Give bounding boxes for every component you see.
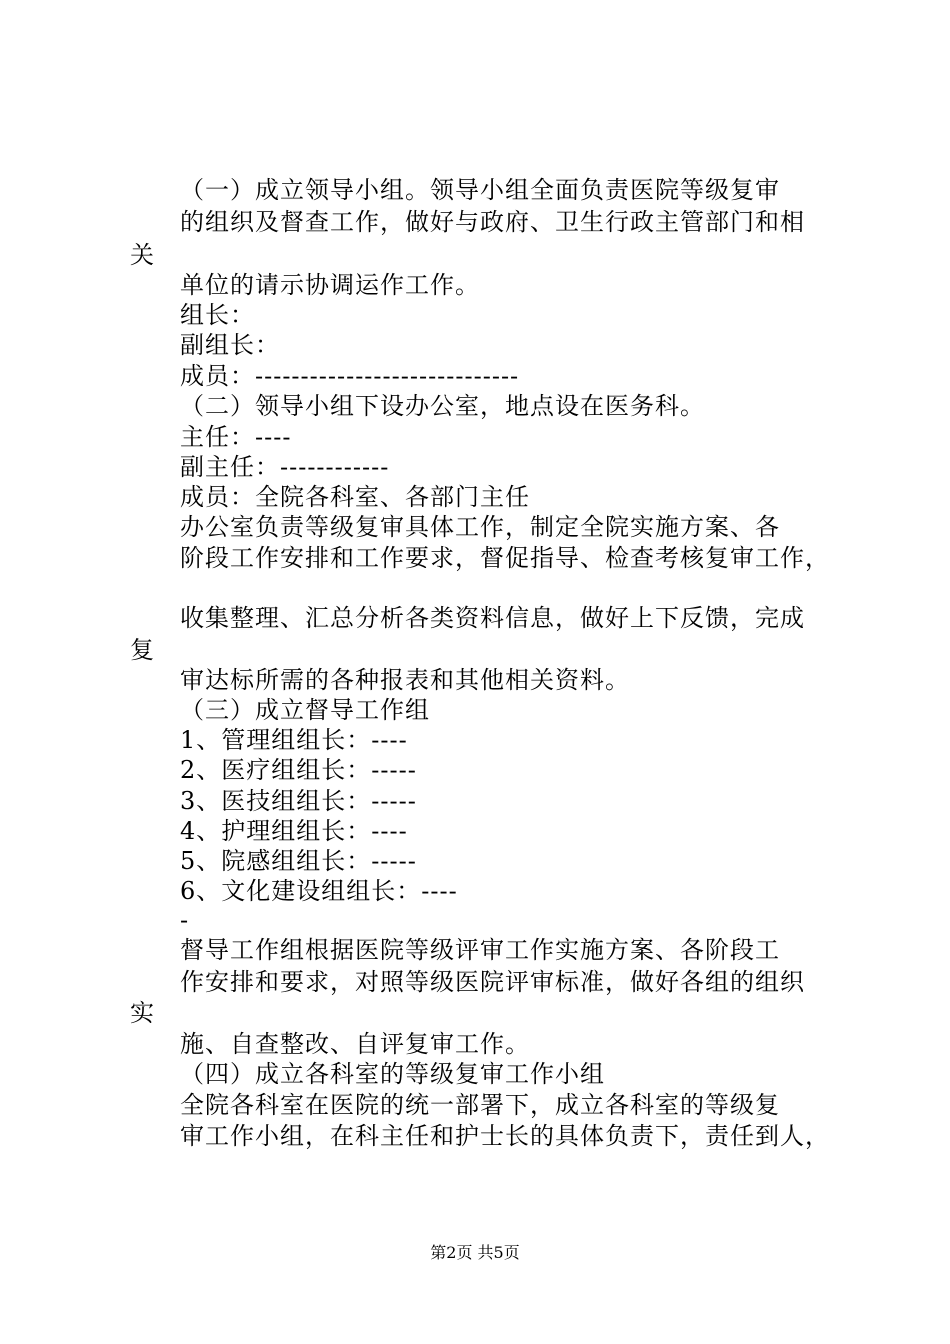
text-line: 作安排和要求，对照等级医院评审标准，做好各组的组织 [180,968,805,996]
text-line: 成员：全院各科室、各部门主任 [180,483,530,511]
text-line: 2、医疗组组长：----- [180,756,417,784]
text-line: （四）成立各科室的等级复审工作小组 [180,1060,605,1088]
text-line: 实 [130,999,155,1027]
text-line: 5、院感组组长：----- [180,847,417,875]
text-line: （一）成立领导小组。领导小组全面负责医院等级复审 [180,176,780,204]
text-line: 办公室负责等级复审具体工作，制定全院实施方案、各 [180,513,780,541]
text-line: 单位的请示协调运作工作。 [180,271,480,299]
page-number-footer: 第2页 共5页 [430,1243,520,1262]
text-line: 阶段工作安排和工作要求，督促指导、检查考核复审工作， [180,544,830,572]
text-line: （三）成立督导工作组 [180,696,430,724]
text-line: 组长： [180,301,255,329]
text-line: 副主任：------------ [180,453,390,481]
text-line: 的组织及督查工作，做好与政府、卫生行政主管部门和相 [180,208,805,236]
text-line: 复 [130,636,155,664]
text-line: 审达标所需的各种报表和其他相关资料。 [180,666,630,694]
text-line: 副组长： [180,331,280,359]
text-line: 施、自查整改、自评复审工作。 [180,1030,530,1058]
text-line: 督导工作组根据医院等级评审工作实施方案、各阶段工 [180,936,780,964]
text-line: 6、文化建设组组长：---- [180,877,458,905]
text-line: （二）领导小组下设办公室，地点设在医务科。 [180,392,705,420]
text-line: 关 [130,241,155,269]
text-line: 成员：----------------------------- [180,362,520,390]
text-line: 3、医技组组长：----- [180,787,417,815]
text-line: 全院各科室在医院的统一部署下，成立各科室的等级复 [180,1091,780,1119]
text-line: 主任：---- [180,423,292,451]
text-line: 4、护理组组长：---- [180,817,408,845]
text-line: 1、管理组组长：---- [180,726,408,754]
text-line: - [180,906,190,934]
text-line: 收集整理、汇总分析各类资料信息，做好上下反馈，完成 [180,604,805,632]
text-line: 审工作小组，在科主任和护士长的具体负责下，责任到人， [180,1122,830,1150]
